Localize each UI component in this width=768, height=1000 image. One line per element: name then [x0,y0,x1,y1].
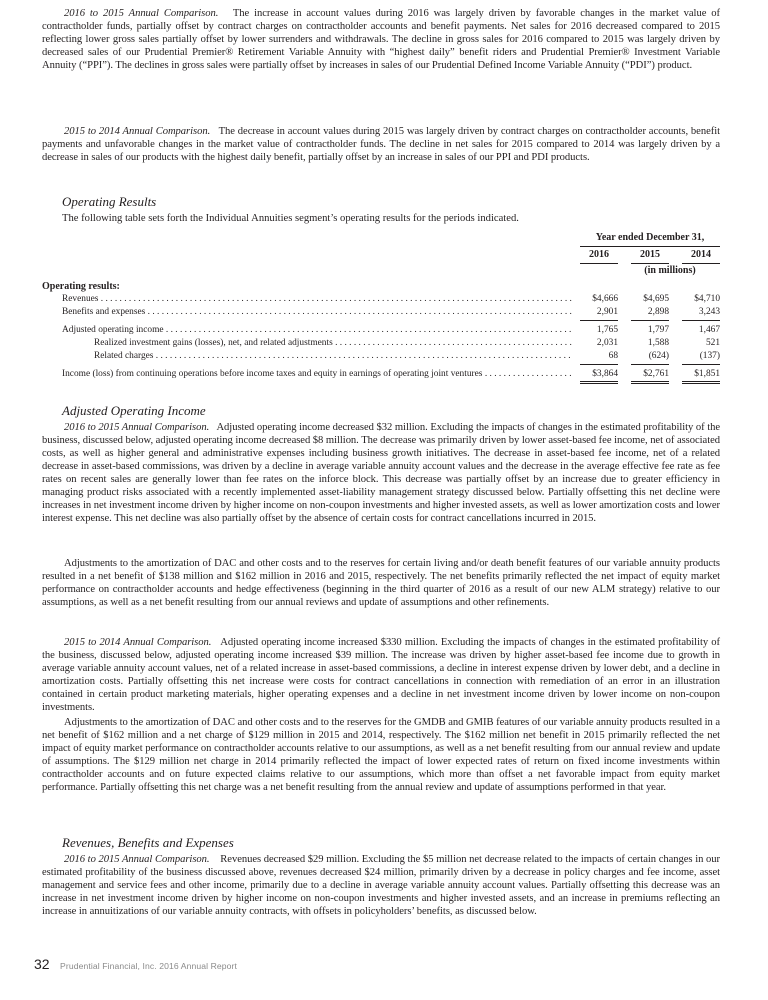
double-underline [682,381,720,384]
table-row-total [42,368,720,380]
divider [580,364,618,365]
paragraph-text: The increase in account values during 2016 was largely driven by favorable changes in the market value of contractholder funds, partially offset by contract charges on contractholder accounts and benefit payments. Net sales for 2016 decreased compared to 2015 reflecting lower gross sales partially offset by lower surrenders and withdrawals. The decline in gross sales for 2016 compared to 2015 was largely driven by decreased sales of our Prudential Premier® Retirement Variable Annuity with “highest daily” benefit riders and Prudential Premier® Investment Variable Annuity (“PPI”). The declines in gross sales were partially offset by increases in sales of our Prudential Defined Income Variable Annuity (“PDI”) product. [42,8,720,71]
cell-value: $4,666 [592,294,618,304]
cell-value: $3,864 [592,369,618,379]
paragraph-aoi-2015 [42,636,720,714]
paragraph-text: Adjustments to the amortization of DAC and other costs and to the reserves for the GMDB and GMIB features of our variable annuity products resulted in a net benefit of $162 million and a net charge of $129 million in 2015 and 2014, respectively. The $162 million net benefit in 2015 primarily reflected the net impact of equity market performance on contractholder accounts relative to our assumptions, as well as a net benefit resulting from our annual review and update of assumptions. The $129 million net charge in 2014 primarily reflected the impact of lower expected rates of return on fixed income investments within contractholder accounts and on future expected claims relative to our assumptions, which more than offset a net favorable impact from equity market performance. Partially offsetting this net charge was a net benefit resulting from the annual review and update of assumptions performed in that year. [42,717,720,793]
paragraph-dac-2015 [42,716,720,794]
paragraph-lead: 2015 to 2014 Annual Comparison. [64,126,211,137]
cell-value: 68 [608,351,618,361]
divider [580,320,618,321]
paragraph-revenues-2016 [42,853,720,918]
paragraph-lead: 2015 to 2014 Annual Comparison. [64,637,212,648]
cell-value: $1,851 [694,369,720,379]
section-intro: The following table sets forth the Individual Annuities segment’s operating results for the periods indicated. [62,213,519,224]
table-row [42,293,720,305]
row-label: Adjusted operating income . . . [62,324,572,336]
paragraph-lead: 2016 to 2015 Annual Comparison. [64,854,210,865]
divider [682,320,720,321]
cell-value: (137) [699,351,720,361]
divider [631,320,669,321]
paragraph-lead: 2016 to 2015 Annual Comparison. [64,422,210,433]
paragraph-account-values-2016 [42,7,720,72]
row-label: Realized investment gains (losses), net, and related adjustments . . . [94,337,572,349]
row-label: Revenues . . . [62,293,572,305]
cell-value: 1,765 [596,325,618,335]
operating-results-section [42,194,720,225]
revenues-benefits-expenses-section [42,835,720,851]
divider [631,364,669,365]
adjusted-operating-income-section [42,403,720,419]
row-label: Income (loss) from continuing operations before income taxes and equity in earnings of operating joint ventures . . . [62,368,572,380]
table-row [42,324,720,336]
divider [631,263,669,264]
paragraph-text: Adjusted operating income decreased $32 million. Excluding the impacts of changes in the estimated profitability of the business, discussed below, adjusted operating income decreased $8 million. The decrease was primarily driven by lower asset-based fee income, net of associated costs, as well as higher general and administrative expenses including business growth initiatives. The decrease in asset-based fee income, net of a related decrease in asset-based commissions, was driven by a decline in average variable annuity account values and the decrease in the average effective fee rate as fee rates on recent sales are generally lower than fee rates on the inforce block. This decrease was partially offset by an increase due to greater efficiency in managing product risks associated with a recently implemented asset-liability management strategy discussed below. Partially offsetting this net decline were increases in net investment income driven by higher income on non-coupon investments and higher invested assets, as well as lower amortization costs and lower interest expense. This net decline was also partially offset by the absence of certain costs for contract cancellations incurred in 2015. [42,422,721,524]
section-heading: Operating Results [62,194,157,209]
divider [682,364,720,365]
cell-value: 2,898 [647,307,669,317]
table-row [42,337,720,349]
page-number: 32 [34,956,50,972]
divider [580,246,720,247]
section-heading: Revenues, Benefits and Expenses [62,835,234,850]
divider [682,263,720,264]
paragraph-text: Adjustments to the amortization of DAC and other costs and to the reserves for certain living and/or death benefit features of our variable annuity products resulted in a net benefit of $138 million and $162 million in 2016 and 2015, respectively. The net benefits primarily reflected the net impact of equity market performance on contractholder accounts and hedge effectiveness (beginning in the third quarter of 2016 as a result of our new ALM strategy) relative to our assumptions, as well as a net benefit resulting from our annual reviews and update of assumptions and other refinements. [42,558,720,608]
cell-value: 1,797 [647,325,669,335]
cell-value: (624) [648,351,669,361]
double-underline [580,381,618,384]
table-row [42,350,720,362]
double-underline [631,381,669,384]
cell-value: 2,901 [596,307,618,317]
row-label: Related charges . . . [94,350,572,362]
column-header-2016: 2016 [589,249,609,260]
cell-value: 3,243 [698,307,720,317]
page-footer [34,956,237,974]
cell-value: $2,761 [643,369,669,379]
cell-value: $4,695 [643,294,669,304]
row-label: Benefits and expenses . . . [62,306,572,318]
cell-value: 521 [705,338,720,348]
paragraph-text: The decrease in account values during 2015 was largely driven by contract charges on contractholder accounts, benefit payments and unfavorable changes in the market value of contractholder funds. The decline in net sales for 2015 compared to 2014 was largely driven by a decrease in sales of our products with the highest daily benefit, partially offset by an increase in sales of our PPI and PDI products. [42,126,720,163]
paragraph-aoi-2016 [42,421,720,525]
divider [580,263,618,264]
cell-value: 1,588 [647,338,669,348]
table-row [42,306,720,318]
table-caption: Year ended December 31, [595,232,705,243]
paragraph-lead: 2016 to 2015 Annual Comparison. [64,8,219,19]
paragraph-text: Revenues decreased $29 million. Excluding the $5 million net decrease related to the impacts of certain changes in our estimated profitability of the business discussed above, revenues decreased $24 million, primarily driven by a decrease in policy charges and fee income, asset management and service fees and other income, primarily due to a decline in average variable annuity account values. Partially offsetting this decrease was an increase in net investment income driven by higher income on non-coupon investments and higher invested assets, and an increase in premiums reflecting an increase in annuitizations of our variable annuity contracts, with offsets in policyholders’ benefits, as discussed below. [42,854,720,917]
cell-value: 2,031 [596,338,618,348]
section-heading: Adjusted Operating Income [62,403,206,418]
paragraph-dac-2016 [42,557,720,609]
footer-title: Prudential Financial, Inc. 2016 Annual Report [60,961,237,971]
paragraph-account-values-2015 [42,125,720,164]
table-units: (in millions) [644,265,696,276]
cell-value: 1,467 [698,325,720,335]
column-header-2015: 2015 [640,249,660,260]
paragraph-text: Adjusted operating income increased $330 million. Excluding the impacts of changes in the estimated profitability of the business, discussed below, adjusted operating income increased $39 million. The increase was driven by higher asset-based fee income due to growth in average variable annuity account values, net of a related increase in asset-based commissions, a decline in interest expense driven by lower debt, and a decline in amortization costs. Partially offsetting this net increase were costs for contract cancellations in connection with remediation of an error in an illustration contained in certain product marketing materials, higher operating expenses and a decline in net investment income driven by lower income on non-coupon investments. [42,637,720,713]
group-label: Operating results: [42,281,120,292]
column-header-2014: 2014 [691,249,711,260]
cell-value: $4,710 [694,294,720,304]
table-group-header [42,281,720,293]
